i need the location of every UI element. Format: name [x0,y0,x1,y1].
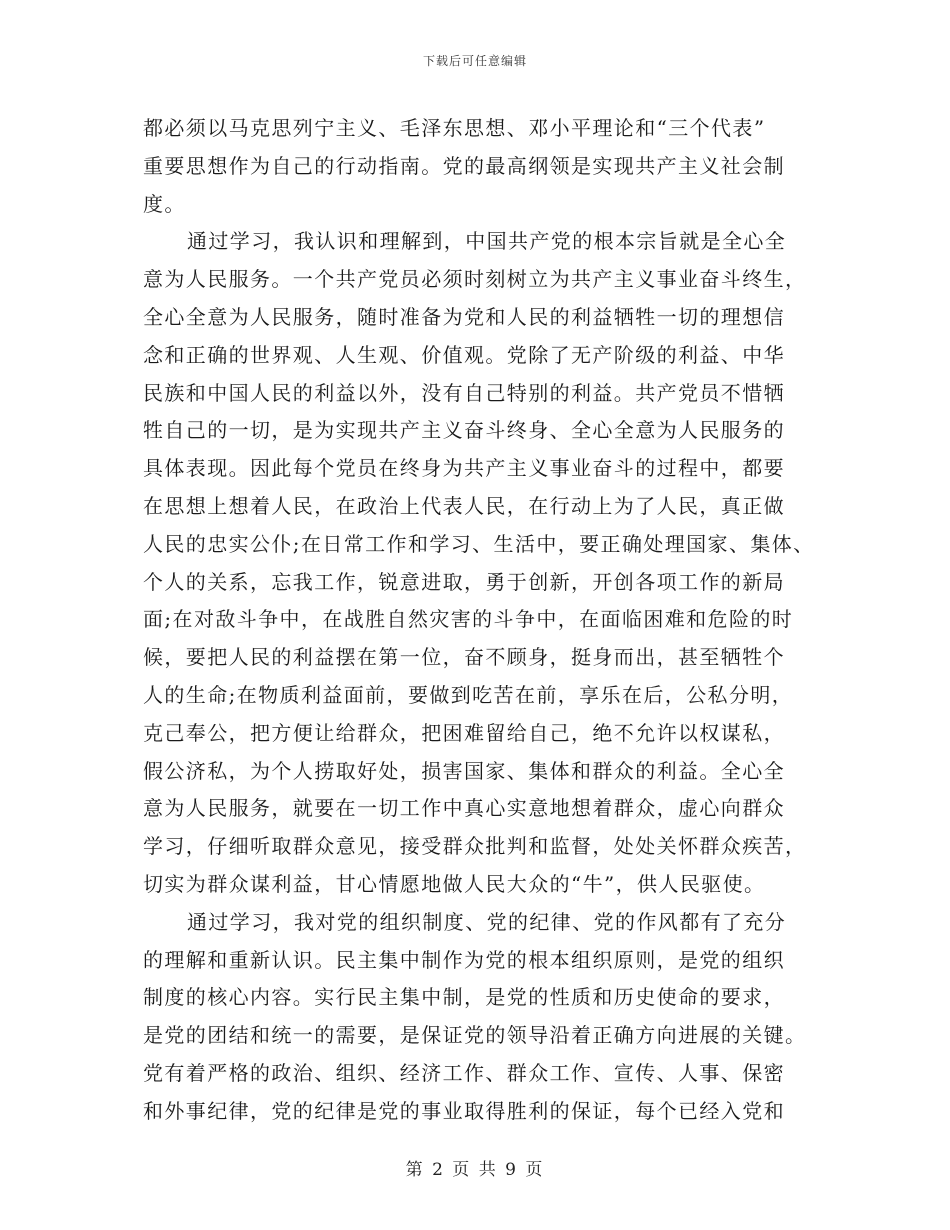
text-line: 制度的核心内容。实行民主集中制，是党的性质和历史使命的要求， [143,985,785,1010]
text-line: 人民的忠实公仆;在日常工作和学习、生活中，要正确处理国家、集体、 [143,531,815,556]
text-line: 克己奉公，把方便让给群众，把困难留给自己，绝不允许以权谋私， [143,720,785,745]
text-line: 全心全意为人民服务，随时准备为党和人民的利益牺牲一切的理想信 [143,304,785,329]
page-header: 下载后可任意编辑 [422,54,527,68]
paragraph-start-line: 通过学习，我对党的组织制度、党的纪律、党的作风都有了充分 [187,909,787,934]
text-line: 人的生命;在物质利益面前，要做到吃苦在前，享乐在后，公私分明， [143,682,794,707]
text-line: 学习，仔细听取群众意见，接受群众批判和监督，处处关怀群众疾苦， [143,834,807,859]
text-line: 是党的团结和统一的需要，是保证党的领导沿着正确方向进展的关键。 [143,1023,807,1048]
text-line: 党有着严格的政治、组织、经济工作、群众工作、宣传、人事、保密 [143,1060,785,1085]
text-line: 面;在对敌斗争中，在战胜自然灾害的斗争中，在面临困难和危险的时 [143,607,794,632]
text-line: 民族和中国人民的利益以外，没有自己特别的利益。共产党员不惜牺 [143,380,785,405]
text-line: 念和正确的世界观、人生观、价值观。党除了无产阶级的利益、中华 [143,342,785,367]
text-line: 在思想上想着人民，在政治上代表人民，在行动上为了人民，真正做 [143,493,785,518]
text-line: 切实为群众谋利益，甘心情愿地做人民大众的“牛”，供人民驱使。 [143,871,766,896]
text-line: 度。 [143,191,186,216]
text-line: 个人的关系，忘我工作，锐意进取，勇于创新，开创各项工作的新局 [143,569,785,594]
text-line: 意为人民服务。一个共产党员必须时刻树立为共产主义事业奋斗终生， [143,267,807,292]
text-line: 具体表现。因此每个党员在终身为共产主义事业奋斗的过程中，都要 [143,456,785,481]
paragraph-start-line: 通过学习，我认识和理解到，中国共产党的根本宗旨就是全心全 [187,229,787,254]
text-line: 的理解和重新认识。民主集中制作为党的根本组织原则，是党的组织 [143,947,785,972]
document-body [143,110,843,1131]
page-number-footer: 第 2 页 共 9 页 [405,1160,545,1180]
text-line: 意为人民服务，就要在一切工作中真心实意地想着群众，虚心向群众 [143,796,785,821]
text-line: 重要思想作为自己的行动指南。党的最高纲领是实现共产主义社会制 [143,153,785,178]
text-line: 假公济私，为个人捞取好处，损害国家、集体和群众的利益。全心全 [143,758,785,783]
text-line: 牲自己的一切，是为实现共产主义奋斗终身、全心全意为人民服务的 [143,418,785,443]
text-line: 候，要把人民的利益摆在第一位，奋不顾身，挺身而出，甚至牺牲个 [143,645,785,670]
text-line: 都必须以马克思列宁主义、毛泽东思想、邓小平理论和“三个代表” [143,116,766,140]
text-line: 和外事纪律，党的纪律是党的事业取得胜利的保证，每个已经入党和 [143,1098,785,1123]
